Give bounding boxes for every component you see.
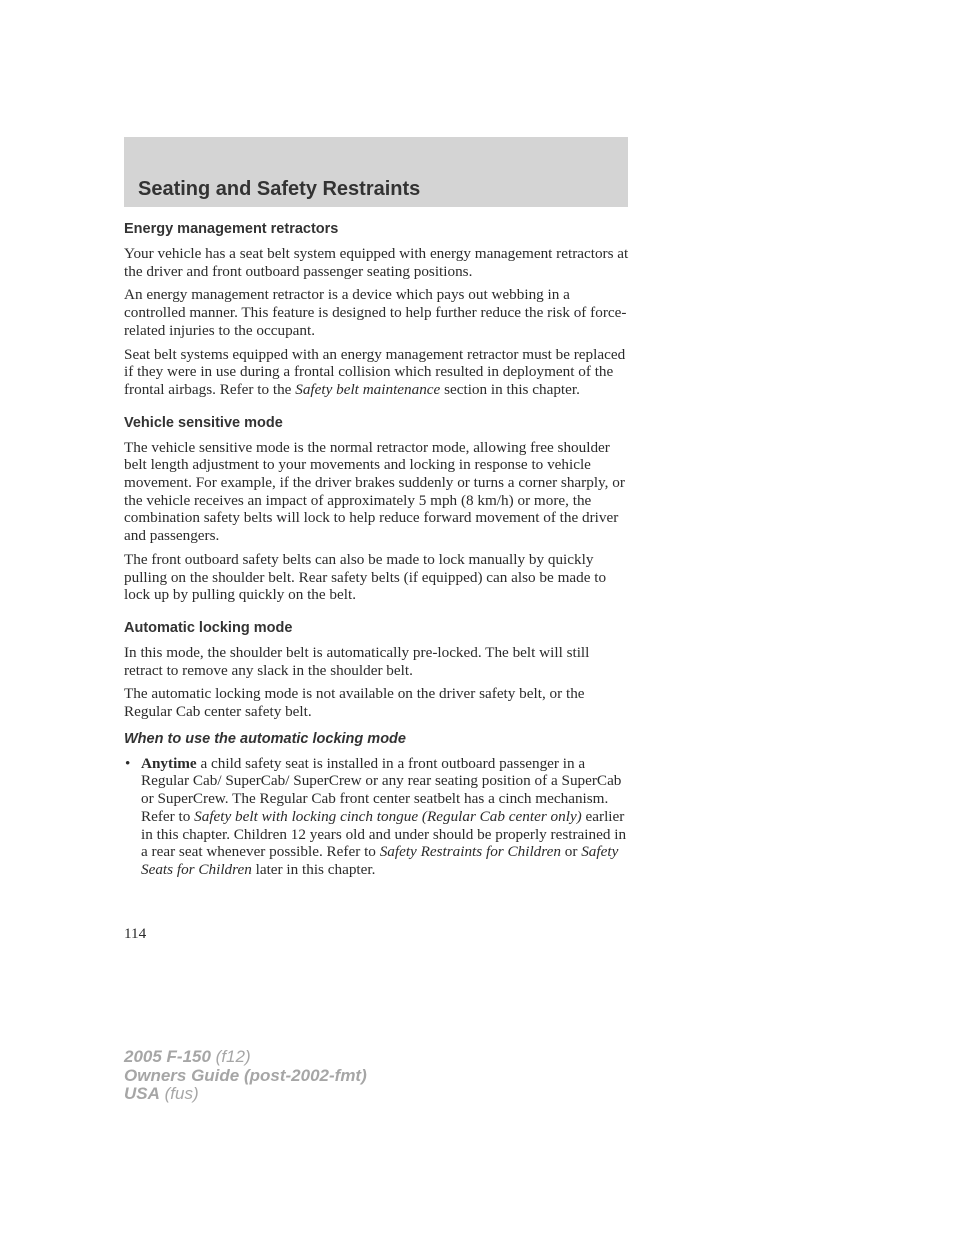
bullet-marker: • — [125, 754, 131, 772]
heading-when-to-use: When to use the automatic locking mode — [124, 730, 406, 747]
footer-code: (f12) — [210, 1047, 251, 1066]
cross-reference: Safety belt with locking cinch tongue (Regular Cab center only) — [194, 807, 582, 825]
footer-line — [124, 1067, 367, 1086]
cross-reference: Safety Seats for Children — [141, 843, 619, 878]
paragraph: An energy management retractor is a device which pays out webbing in a controlled manner. This feature is designed to help further reduce the risk of force-related injuries to the occupant. — [124, 286, 627, 339]
bullet-list — [124, 755, 630, 879]
page-number: 114 — [124, 925, 147, 942]
footer-line — [124, 1085, 367, 1104]
footer-market: USA — [124, 1084, 160, 1103]
bullet-text: later in this chapter. — [251, 860, 376, 878]
cross-reference: Safety Restraints for Children — [379, 843, 561, 861]
heading-energy-management: Energy management retractors — [124, 221, 339, 237]
bullet-text: or — [560, 843, 582, 861]
heading-vehicle-sensitive-mode: Vehicle sensitive mode — [124, 414, 283, 431]
paragraph: The front outboard safety belts can also be made to lock manually by quickly pulling on the shoulder belt. Rear safety belts (if equipped) can also be made to lock up by pulling quickly on the belt. — [124, 550, 607, 604]
bullet-text: a child safety seat is installed in a front outboard passenger in a Regular Cab/ SuperCab/ SuperCrew or any rear seating position of a SuperCab or SuperCrew. The Regular Cab front center seatbelt has a cinch mechanism. Refer to — [141, 754, 622, 825]
paragraph: Your vehicle has a seat belt system equipped with energy management retractors at the driver and front outboard passenger seating positions. — [124, 245, 629, 280]
bullet-lead: Anytime — [141, 754, 197, 772]
footer-model: 2005 F-150 — [124, 1047, 211, 1066]
paragraph-text: Seat belt systems equipped with an energy management retractor must be replaced if they were in use during a frontal collision which resulted in deployment of the frontal airbags. Refer to the — [124, 345, 626, 398]
section-title: Seating and Safety Restraints — [138, 178, 421, 200]
paragraph: The vehicle sensitive mode is the normal retractor mode, allowing free shoulder belt length adjustment to your movements and locking in response to vehicle movement. For example, if the driver brakes suddenly or turns a corner sharply, or the vehicle receives an impact of approximately 5 mph (8 km/h) or more, the combination safety belts will lock to help reduce forward movement of the driver and passengers. — [124, 438, 625, 545]
bullet-text: earlier in this chapter. Children 12 years old and under should be properly restrained in a rear seat whenever possible. Refer to — [141, 807, 627, 861]
section-header-band — [124, 137, 628, 207]
document-footer — [124, 1048, 367, 1104]
footer-line — [124, 1048, 367, 1067]
page-content — [124, 219, 630, 879]
footer-guide: Owners Guide (post-2002-fmt) — [124, 1065, 367, 1085]
list-item — [124, 755, 630, 879]
footer-code: (fus) — [159, 1084, 199, 1103]
cross-reference: Safety belt maintenance — [295, 380, 441, 398]
heading-automatic-locking-mode: Automatic locking mode — [124, 619, 293, 636]
paragraph — [124, 346, 630, 399]
paragraph: In this mode, the shoulder belt is automatically pre-locked. The belt will still retract to remove any slack in the shoulder belt. — [124, 643, 590, 679]
paragraph: The automatic locking mode is not available on the driver safety belt, or the Regular Cab center safety belt. — [124, 685, 585, 721]
paragraph-text: section in this chapter. — [440, 380, 580, 398]
